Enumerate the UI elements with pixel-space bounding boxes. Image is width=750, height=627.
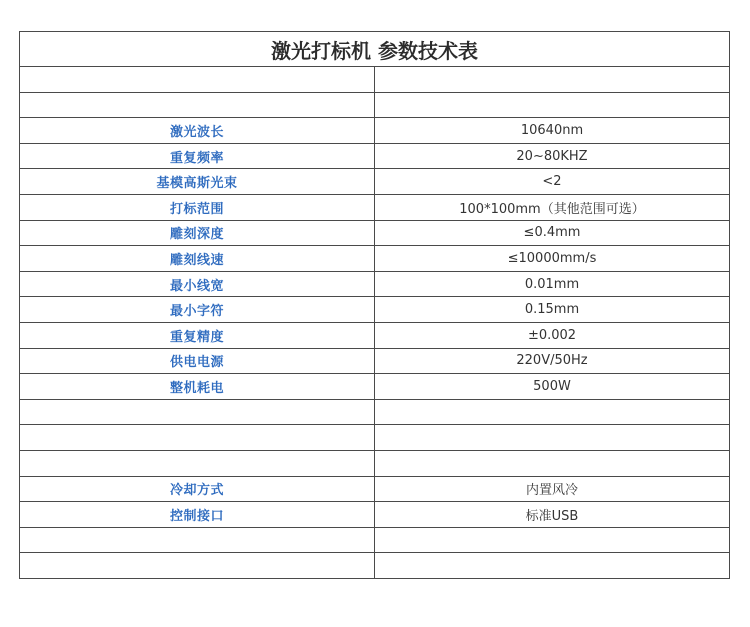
param-value: 220V/50Hz bbox=[375, 348, 730, 374]
param-label: 重复精度 bbox=[20, 322, 375, 348]
param-value: 100*100mm（其他范围可选） bbox=[375, 194, 730, 220]
param-value: ±0.002 bbox=[375, 322, 730, 348]
param-value bbox=[375, 553, 730, 579]
table-row bbox=[20, 169, 730, 195]
param-label: 最小字符 bbox=[20, 297, 375, 323]
param-label bbox=[20, 450, 375, 476]
param-label bbox=[20, 553, 375, 579]
table-row bbox=[20, 322, 730, 348]
param-label bbox=[20, 92, 375, 118]
param-value bbox=[375, 399, 730, 425]
param-value bbox=[375, 67, 730, 93]
spec-sheet bbox=[19, 31, 730, 579]
param-value bbox=[375, 450, 730, 476]
table-row bbox=[20, 374, 730, 400]
param-label: 打标范围 bbox=[20, 194, 375, 220]
table-row bbox=[20, 194, 730, 220]
table-row bbox=[20, 527, 730, 553]
param-value: 0.15mm bbox=[375, 297, 730, 323]
param-label: 雕刻深度 bbox=[20, 220, 375, 246]
table-row bbox=[20, 92, 730, 118]
param-label bbox=[20, 527, 375, 553]
table-row bbox=[20, 271, 730, 297]
param-label bbox=[20, 67, 375, 93]
param-value bbox=[375, 92, 730, 118]
table-row bbox=[20, 476, 730, 502]
param-label: 控制接口 bbox=[20, 502, 375, 528]
param-value: 500W bbox=[375, 374, 730, 400]
param-value: ≤10000mm/s bbox=[375, 246, 730, 272]
table-row bbox=[20, 450, 730, 476]
param-label: 最小线宽 bbox=[20, 271, 375, 297]
table-title: 激光打标机 参数技术表 bbox=[20, 32, 730, 67]
table-row bbox=[20, 143, 730, 169]
spec-table bbox=[19, 31, 730, 579]
param-label: 激光波长 bbox=[20, 118, 375, 144]
param-value: 10640nm bbox=[375, 118, 730, 144]
table-row bbox=[20, 67, 730, 93]
param-value bbox=[375, 527, 730, 553]
param-label bbox=[20, 425, 375, 451]
param-value bbox=[375, 425, 730, 451]
param-value: 标准USB bbox=[375, 502, 730, 528]
param-label: 冷却方式 bbox=[20, 476, 375, 502]
table-row bbox=[20, 297, 730, 323]
table-row bbox=[20, 348, 730, 374]
table-row bbox=[20, 399, 730, 425]
param-label: 基模高斯光束 bbox=[20, 169, 375, 195]
param-value: 20~80KHZ bbox=[375, 143, 730, 169]
param-label bbox=[20, 399, 375, 425]
table-row bbox=[20, 553, 730, 579]
param-value: <2 bbox=[375, 169, 730, 195]
param-label: 整机耗电 bbox=[20, 374, 375, 400]
param-value: ≤0.4mm bbox=[375, 220, 730, 246]
table-row bbox=[20, 502, 730, 528]
param-label: 供电电源 bbox=[20, 348, 375, 374]
title-row bbox=[20, 32, 730, 67]
table-row bbox=[20, 220, 730, 246]
param-value: 0.01mm bbox=[375, 271, 730, 297]
table-row bbox=[20, 118, 730, 144]
param-label: 重复频率 bbox=[20, 143, 375, 169]
table-row bbox=[20, 425, 730, 451]
table-row bbox=[20, 246, 730, 272]
param-value: 内置风冷 bbox=[375, 476, 730, 502]
param-label: 雕刻线速 bbox=[20, 246, 375, 272]
